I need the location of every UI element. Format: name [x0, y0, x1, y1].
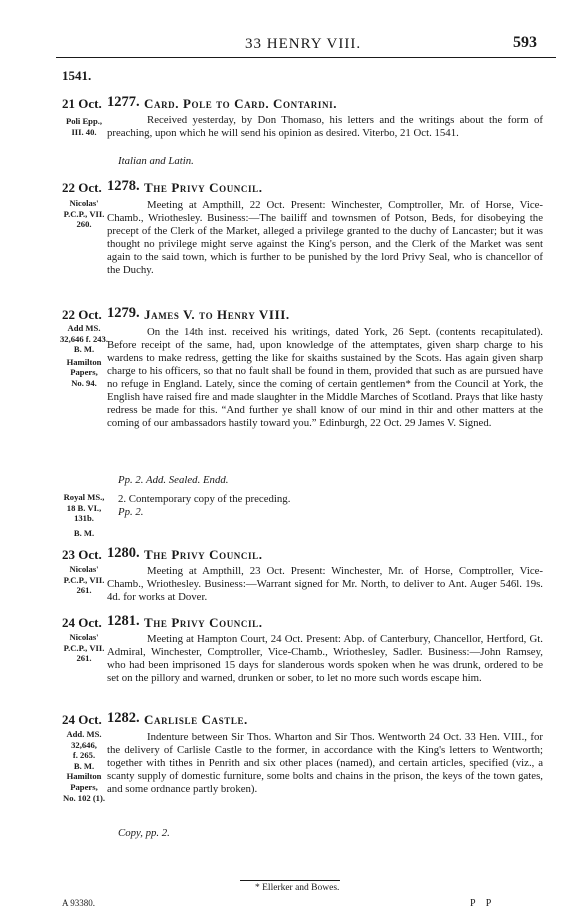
source-reference: Poli Epp., III. 40. — [65, 116, 103, 137]
entry-body: Meeting at Hampton Court, 24 Oct. Present: Abp. of Canterbury, Chancellor, Hertford, Gt. Admiral, Winchester, Comptroller, Vice-Chamb., Wriothesley, Sadler. Business:—John Ramsey, who had been imprisoned 15 days for slanderous words spoken when he was drunk, ordered to be set on the pillory and warned, drunken or sober, to let no more such words escape him. — [107, 633, 543, 684]
entry-body: Indenture between Sir Thos. Wharton and Sir Thos. Wentworth 24 Oct. 33 Hen. VIII., for the delivery of Carlisle Castle to the former, in accordance with the King's letters to Wentworth; together with tithes in Penrith and six other places (named), and certain articles, specified (viz., a scanty supply of domestic furniture, some bolts and chains in the prison, the keys of the town gates, and some ordnance partly broken). — [107, 731, 543, 795]
entry-number: 1280. — [107, 545, 140, 561]
source-reference: Add. MS. 32,646, f. 265. B. M. Hamilton Papers, No. 102 (1). — [62, 729, 105, 803]
language-note: Italian and Latin. — [118, 155, 194, 167]
physical-description: Pp. 2. Add. Sealed. Endd. — [118, 474, 229, 486]
entry-number: 1278. — [107, 178, 140, 194]
entry-title: The Privy Council. — [144, 180, 263, 195]
entry-title: Card. Pole to Card. Contarini. — [144, 96, 338, 111]
source-reference: Nicolas' P.C.P., VII. 261. — [63, 564, 105, 596]
footnote: * Ellerker and Bowes. — [255, 883, 340, 893]
entry-date: 24 Oct. — [62, 615, 102, 630]
year-heading: 1541. — [62, 68, 92, 83]
entry-body: Received yesterday, by Don Thomaso, his letters and the writings about the form of preaching, upon which he will send his opinion as desired. Viterbo, 21 Oct. 1541. — [107, 114, 543, 139]
source-reference: Add MS. 32,646 f. 243. B. M. Hamilton Papers, No. 94. — [60, 323, 108, 388]
footnote-rule — [240, 880, 340, 881]
source-reference: Nicolas' P.C.P., VII. 261. — [63, 632, 105, 664]
entry-date: 23 Oct. — [62, 547, 102, 562]
physical-description: Pp. 2. — [118, 506, 144, 518]
entry-title: The Privy Council. — [144, 615, 263, 630]
entry-date: 24 Oct. — [62, 712, 102, 727]
page-number: 593 — [513, 34, 537, 51]
entry-body: Meeting at Ampthill, 23 Oct. Present: Winchester, Mr. of Horse, Comptroller, Vice-Chamb., Wriothesley. Business:—Warrant signed for Mr. North, to deliver to Ant. Auger 546l. 19s. 4d. for works at Dover. — [107, 565, 543, 603]
entry-title: The Privy Council. — [144, 547, 263, 562]
entry-date: 22 Oct. — [62, 307, 102, 322]
entry-title: James V. to Henry VIII. — [144, 307, 290, 322]
source-reference: Royal MS., 18 B. VI., 131b. B. M. — [63, 492, 105, 538]
entry-body: On the 14th inst. received his writings, dated York, 26 Sept. (contents recapitulated). Before receipt of the same, had, upon knowledge of the attemptates, given sharp charge to his wardens to make redress, getting the like for skaiths sustained by the Scots. Has again given sharp charge to his officers, so that no fault shall be found in them, provided that such as are pursued have no refuge in England. Lately, since the coming of certain gentlemen* from the Council at York, the English have raised fire and made slaughter in the Middle Marches of Scotland. Prays that like hasty redress be made for this. “And further ye shall know of our mind in thir and other matters at the coming of our ambassadors hastily toward you.” Edinburgh, 22 Oct. 29 James V. Signed. — [107, 326, 543, 429]
entry-number: 1279. — [107, 305, 140, 321]
running-title: 33 HENRY VIII. — [245, 36, 362, 52]
entry-date: 22 Oct. — [62, 180, 102, 195]
physical-description: Copy, pp. 2. — [118, 827, 170, 839]
entry-title: Carlisle Castle. — [144, 712, 248, 727]
header-rule — [56, 57, 556, 58]
sheet-mark: P P — [470, 898, 496, 909]
entry-number: 1277. — [107, 94, 140, 110]
source-reference: Nicolas' P.C.P., VII. 260. — [63, 198, 105, 230]
entry-body: Meeting at Ampthill, 22 Oct. Present: Winchester, Comptroller, Mr. of Horse, Vice-Chamb., Wriothesley. Business:—The bailiff and townsmen of Potson, Beds, for disobeying the precept of the Clerk of the Market, alleged a privilege granted to the duchy of Lancaster; but it was thought no privilege might serve against the King's person, and the Clerk of the Market was sent again to the said town, which is further to be punished by the lord Privy Seal, who is chancellor of the Duchy. — [107, 199, 543, 276]
entry-body: 2. Contemporary copy of the preceding. — [118, 493, 291, 505]
entry-date: 21 Oct. — [62, 96, 102, 111]
entry-number: 1281. — [107, 613, 140, 629]
entry-number: 1282. — [107, 710, 140, 726]
printer-signature: A 93380. — [62, 898, 96, 908]
